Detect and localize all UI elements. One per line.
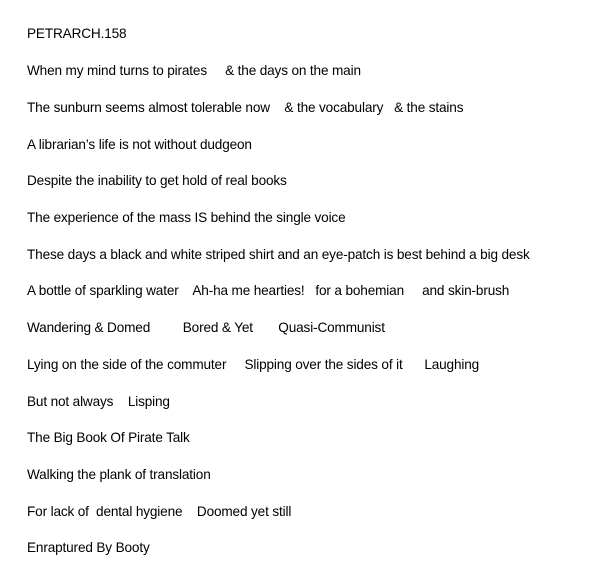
poem-line-6: These days a black and white striped shirt and an eye-patch is best behind a big desk: [27, 247, 530, 262]
poem-line-13: For lack of dental hygiene Doomed yet still: [27, 504, 292, 519]
poem-line-11: The Big Book Of Pirate Talk: [27, 430, 190, 445]
poem-line-12: Walking the plank of translation: [27, 467, 211, 482]
poem-line-8: Wandering & Domed Bored & Yet Quasi-Communist: [27, 320, 385, 335]
poem-line-5: The experience of the mass IS behind the single voice: [27, 210, 346, 225]
poem-line-4: Despite the inability to get hold of real books: [27, 173, 287, 188]
poem-line-9: Lying on the side of the commuter Slipping over the sides of it Laughing: [27, 357, 480, 372]
poem-line-10: But not always Lisping: [27, 394, 170, 409]
poem-title: PETRARCH.158: [27, 26, 127, 41]
poem-line-14: Enraptured By Booty: [27, 540, 150, 555]
poem-line-7: A bottle of sparkling water Ah-ha me hearties! for a bohemian and skin-brush: [27, 283, 510, 298]
poem-line-3: A librarian’s life is not without dudgeon: [27, 137, 252, 152]
poem-line-2: The sunburn seems almost tolerable now & the vocabulary & the stains: [27, 100, 464, 115]
poem-line-1: When my mind turns to pirates & the days on the main: [27, 63, 361, 78]
